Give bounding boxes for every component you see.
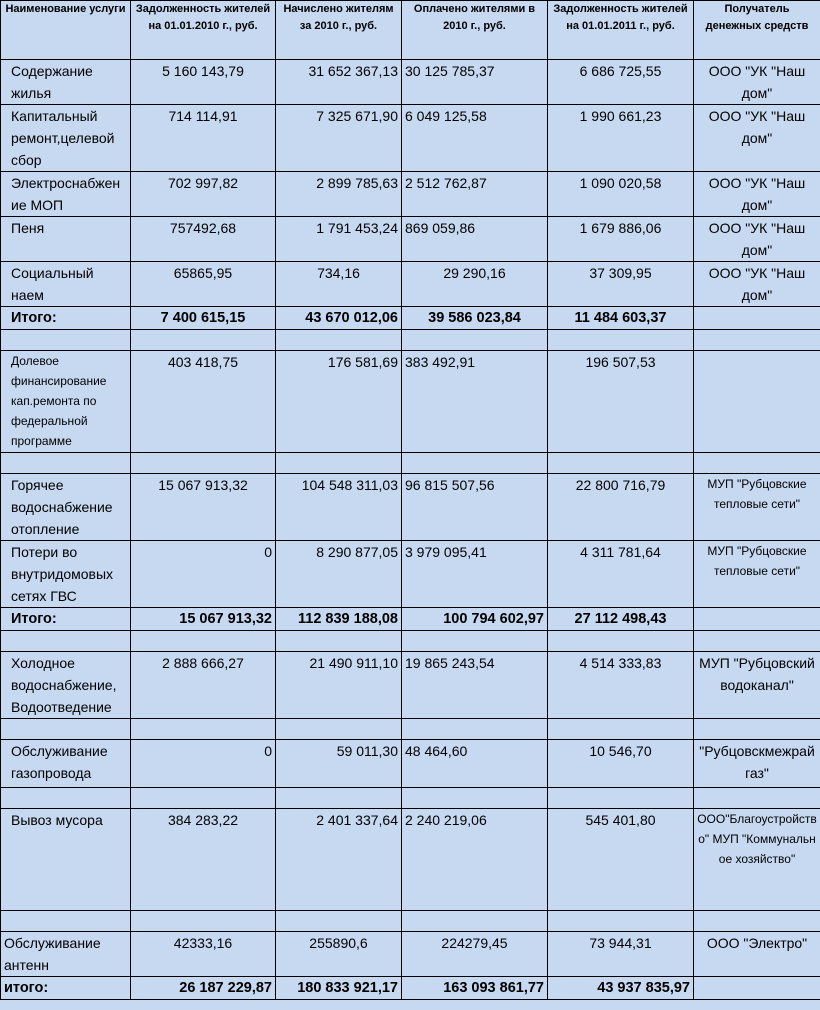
service-name: Обслуживание газопровода bbox=[1, 740, 131, 788]
debt-start: 403 418,75 bbox=[131, 351, 276, 453]
debt-end: 43 937 835,97 bbox=[548, 977, 694, 1000]
receiver: ООО "Электро" bbox=[694, 932, 820, 977]
header-debt-end: Задолженность жителей на 01.01.2011 г., руб. bbox=[548, 1, 694, 60]
receiver: "Рубцовскмежрайгаз" bbox=[694, 740, 820, 788]
debt-start: 0 bbox=[131, 740, 276, 788]
service-name: Капитальный ремонт,целевой сбор bbox=[1, 105, 131, 172]
debt-start: 0 bbox=[131, 541, 276, 608]
debt-start: 15 067 913,32 bbox=[131, 608, 276, 631]
header-row bbox=[1, 1, 820, 60]
debt-start: 702 997,82 bbox=[131, 172, 276, 217]
paid: 2 512 762,87 bbox=[402, 172, 548, 217]
paid: 29 290,16 bbox=[402, 262, 548, 307]
paid: 6 049 125,58 bbox=[402, 105, 548, 172]
debt-end: 545 401,80 bbox=[548, 809, 694, 911]
table-row bbox=[1, 474, 820, 541]
debt-end: 37 309,95 bbox=[548, 262, 694, 307]
receiver: ООО "УК "Наш дом" bbox=[694, 60, 820, 105]
receiver: ООО "УК "Наш дом" bbox=[694, 217, 820, 262]
spacer-row bbox=[1, 719, 820, 740]
paid: 383 492,91 bbox=[402, 351, 548, 453]
grand-total-row bbox=[1, 977, 820, 1000]
debt-start: 5 160 143,79 bbox=[131, 60, 276, 105]
charged: 59 011,30 bbox=[276, 740, 402, 788]
service-name: Вывоз мусора bbox=[1, 809, 131, 911]
header-charged: Начислено жителям за 2010 г., руб. bbox=[276, 1, 402, 60]
charged: 43 670 012,06 bbox=[276, 307, 402, 330]
paid: 39 586 023,84 bbox=[402, 307, 548, 330]
table-row bbox=[1, 172, 820, 217]
charged: 104 548 311,03 bbox=[276, 474, 402, 541]
paid: 869 059,86 bbox=[402, 217, 548, 262]
spacer-row bbox=[1, 330, 820, 351]
charged: 21 490 911,10 bbox=[276, 652, 402, 719]
service-name: Потери во внутридомовых сетях ГВС bbox=[1, 541, 131, 608]
paid: 48 464,60 bbox=[402, 740, 548, 788]
debt-end: 73 944,31 bbox=[548, 932, 694, 977]
debt-end: 6 686 725,55 bbox=[548, 60, 694, 105]
table-row bbox=[1, 262, 820, 307]
debt-start: 714 114,91 bbox=[131, 105, 276, 172]
charged: 1 791 453,24 bbox=[276, 217, 402, 262]
debt-end: 1 990 661,23 bbox=[548, 105, 694, 172]
empty-cell bbox=[694, 307, 820, 330]
receiver: МУП "Рубцовский водоканал" bbox=[694, 652, 820, 719]
debt-end: 22 800 716,79 bbox=[548, 474, 694, 541]
subtotal-row bbox=[1, 608, 820, 631]
charged: 180 833 921,17 bbox=[276, 977, 402, 1000]
service-name: Электроснабжение МОП bbox=[1, 172, 131, 217]
table-row bbox=[1, 351, 820, 453]
header-paid: Оплачено жителями в 2010 г., руб. bbox=[402, 1, 548, 60]
paid: 163 093 861,77 bbox=[402, 977, 548, 1000]
subtotal-label: Итого: bbox=[1, 608, 131, 631]
service-name: Пеня bbox=[1, 217, 131, 262]
debt-start: 65865,95 bbox=[131, 262, 276, 307]
grand-total-label: итого: bbox=[1, 977, 131, 1000]
debt-start: 7 400 615,15 bbox=[131, 307, 276, 330]
spacer-row bbox=[1, 911, 820, 932]
empty-cell bbox=[694, 351, 820, 453]
spacer-row bbox=[1, 453, 820, 474]
debt-start: 384 283,22 bbox=[131, 809, 276, 911]
spacer-row bbox=[1, 631, 820, 652]
service-name: Социальный наем bbox=[1, 262, 131, 307]
charged: 176 581,69 bbox=[276, 351, 402, 453]
empty-cell bbox=[694, 977, 820, 1000]
receiver: МУП "Рубцовские тепловые сети" bbox=[694, 541, 820, 608]
charged: 734,16 bbox=[276, 262, 402, 307]
table-row bbox=[1, 740, 820, 788]
receiver: ООО "УК "Наш дом" bbox=[694, 105, 820, 172]
charged: 2 401 337,64 bbox=[276, 809, 402, 911]
charged: 2 899 785,63 bbox=[276, 172, 402, 217]
subtotal-label: Итого: bbox=[1, 307, 131, 330]
paid: 3 979 095,41 bbox=[402, 541, 548, 608]
debt-start: 26 187 229,87 bbox=[131, 977, 276, 1000]
paid: 2 240 219,06 bbox=[402, 809, 548, 911]
paid: 30 125 785,37 bbox=[402, 60, 548, 105]
receiver: ООО "УК "Наш дом" bbox=[694, 262, 820, 307]
subtotal-row bbox=[1, 307, 820, 330]
table-row bbox=[1, 932, 820, 977]
charged: 112 839 188,08 bbox=[276, 608, 402, 631]
debt-end: 4 514 333,83 bbox=[548, 652, 694, 719]
paid: 224279,45 bbox=[402, 932, 548, 977]
receiver: ООО "УК "Наш дом" bbox=[694, 172, 820, 217]
debt-end: 27 112 498,43 bbox=[548, 608, 694, 631]
debt-end: 1 090 020,58 bbox=[548, 172, 694, 217]
spacer-row bbox=[1, 788, 820, 809]
header-debt-start: Задолженность жителей на 01.01.2010 г., руб. bbox=[131, 1, 276, 60]
table-row bbox=[1, 217, 820, 262]
service-name: Содержание жилья bbox=[1, 60, 131, 105]
empty-cell bbox=[694, 608, 820, 631]
charged: 31 652 367,13 bbox=[276, 60, 402, 105]
debt-end: 1 679 886,06 bbox=[548, 217, 694, 262]
debt-end: 4 311 781,64 bbox=[548, 541, 694, 608]
receiver: МУП "Рубцовские тепловые сети" bbox=[694, 474, 820, 541]
charged: 8 290 877,05 bbox=[276, 541, 402, 608]
debt-start: 15 067 913,32 bbox=[131, 474, 276, 541]
table-row bbox=[1, 541, 820, 608]
table-row bbox=[1, 60, 820, 105]
debt-end: 11 484 603,37 bbox=[548, 307, 694, 330]
debt-end: 196 507,53 bbox=[548, 351, 694, 453]
service-name: Холодное водоснабжение, Водоотведение bbox=[1, 652, 131, 719]
debt-start: 2 888 666,27 bbox=[131, 652, 276, 719]
header-receiver: Получатель денежных средств bbox=[694, 1, 820, 60]
charged: 255890,6 bbox=[276, 932, 402, 977]
table-row bbox=[1, 105, 820, 172]
paid: 19 865 243,54 bbox=[402, 652, 548, 719]
service-name: Долевое финансирование кап.ремонта по федеральной программе bbox=[1, 351, 131, 453]
table-row bbox=[1, 809, 820, 911]
header-service: Наименование услуги bbox=[1, 1, 131, 60]
debt-start: 42333,16 bbox=[131, 932, 276, 977]
table-row bbox=[1, 652, 820, 719]
service-name: Горячее водоснабжение отопление bbox=[1, 474, 131, 541]
paid: 96 815 507,56 bbox=[402, 474, 548, 541]
debt-end: 10 546,70 bbox=[548, 740, 694, 788]
charged: 7 325 671,90 bbox=[276, 105, 402, 172]
debt-start: 757492,68 bbox=[131, 217, 276, 262]
paid: 100 794 602,97 bbox=[402, 608, 548, 631]
service-name: Обслуживание антенн bbox=[1, 932, 131, 977]
receiver: ООО"Благоустройство" МУП "Коммунальное хозяйство" bbox=[694, 809, 820, 911]
